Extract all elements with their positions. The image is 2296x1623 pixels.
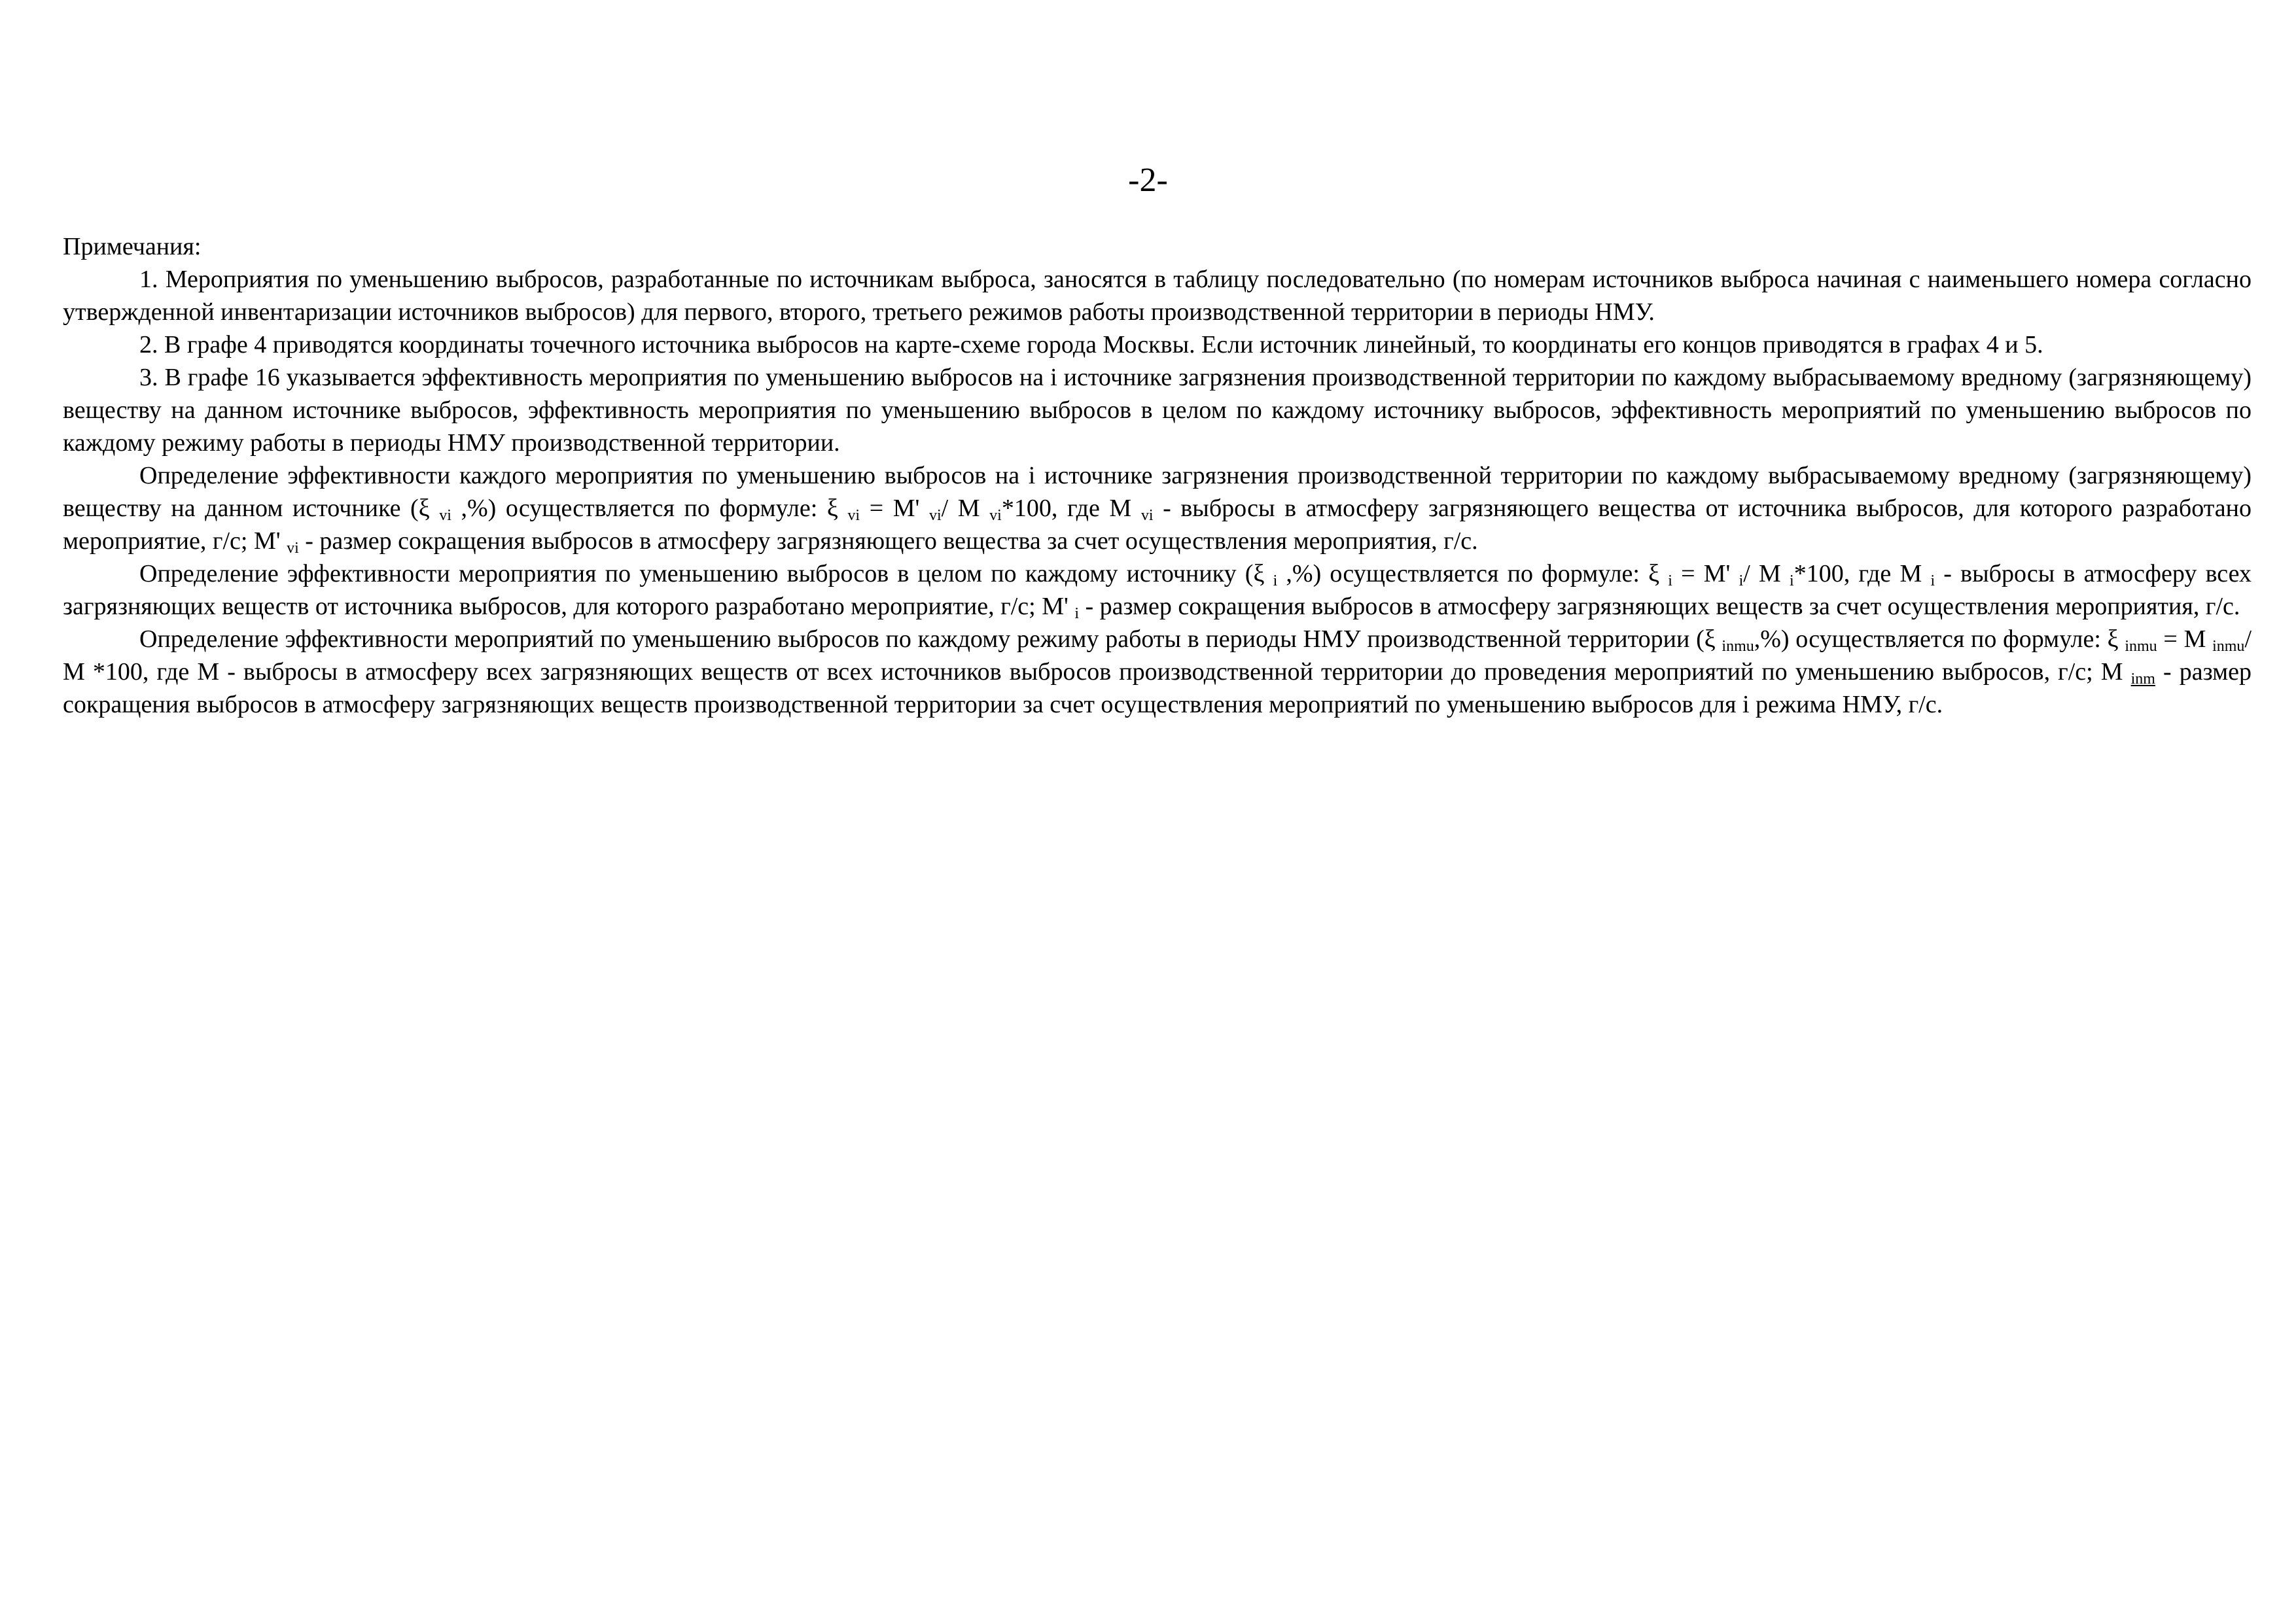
text: - размер сокращения выбросов в атмосферу загрязняющих веществ производственной территории за счет осуществления мероприятий по уменьшению выбросов для i режима НМУ, г/с. <box>63 658 2252 718</box>
formula-paragraph-inmu <box>63 623 2252 721</box>
text: ,%) осуществляется по формуле: ξ <box>451 495 848 522</box>
text: = M <box>2157 625 2213 653</box>
text: / M <box>941 495 990 522</box>
subscript: inm <box>2130 671 2155 688</box>
subscript: vi <box>928 507 942 524</box>
text: Определение эффективности каждого мероприятия по уменьшению выбросов на i источнике загрязнения производственной территории по каждому выбрасываемому вредному (загрязняющему) веществу на данном источнике (ξ <box>63 462 2252 522</box>
text: = M' <box>860 495 929 522</box>
subscript: inmu <box>2125 638 2157 655</box>
text: Определение эффективности мероприятия по уменьшению выбросов в целом по каждому источнику (ξ <box>139 560 1273 587</box>
note-3: 3. В графе 16 указывается эффективность мероприятия по уменьшению выбросов на i источнике загрязнения производственной территории по каждому выбрасываемому вредному (загрязняющему) веществу на данном источнике выбросов, эффективность мероприятия по уменьшению выбросов в целом по каждому источнику выбросов, эффективность мероприятий по уменьшению выбросов по каждому режиму работы в периоды НМУ производственной территории. <box>63 364 2252 457</box>
text: *100, где M <box>1793 560 1931 587</box>
subscript: i <box>1790 572 1794 589</box>
text: ,%) осуществляется по формуле: ξ <box>1754 625 2125 653</box>
subscript: vi <box>287 540 299 557</box>
text: = M' <box>1672 560 1739 587</box>
subscript: vi <box>439 507 451 524</box>
text: Определение эффективности мероприятий по уменьшению выбросов по каждому режиму работы в периоды НМУ производственной территории (ξ <box>139 625 1722 653</box>
text: - размер сокращения выбросов в атмосферу загрязняющего вещества за счет осуществления мероприятия, г/с. <box>298 527 1478 555</box>
text: / M *100, где M - выбросы в атмосферу всех загрязняющих веществ от всех источников выбросов производственной территории до проведения мероприятий по уменьшению выбросов, г/с; M <box>63 625 2252 686</box>
note-2: 2. В графе 4 приводятся координаты точечного источника выбросов на карте-схеме города Москвы. Если источник линейный, то координаты его концов приводятся в графах 4 и 5. <box>139 331 2043 358</box>
subscript: vi <box>1140 507 1154 524</box>
text: / M <box>1743 560 1790 587</box>
subscript: i <box>1930 572 1935 589</box>
text: - выбросы в атмосферу загрязняющего вещества от источника выбросов, для которого разработано мероприятие, г/с; M' <box>63 495 2252 555</box>
subscript: inmu <box>1722 638 1754 655</box>
subscript: vi <box>847 507 860 524</box>
notes-heading: Примечания: <box>63 233 202 260</box>
subscript: i <box>1273 572 1278 589</box>
page-number: -2- <box>1128 162 1168 199</box>
subscript: i <box>1739 572 1744 589</box>
subscript: vi <box>989 507 1002 524</box>
text: ,%) осуществляется по формуле: ξ <box>1277 560 1669 587</box>
notes-section <box>63 230 2252 721</box>
formula-paragraph-vi <box>63 459 2252 557</box>
subscript: inmu <box>2212 638 2245 655</box>
subscript: i <box>1668 572 1672 589</box>
note-1: 1. Мероприятия по уменьшению выбросов, разработанные по источникам выброса, заносятся в таблицу последовательно (по номерам источников выброса начиная с наименьшего номера согласно утвержденной инвентаризации источников выбросов) для первого, второго, третьего режимов работы производственной территории в периоды НМУ. <box>63 266 2252 326</box>
subscript: i <box>1074 605 1080 622</box>
text: *100, где M <box>1001 495 1141 522</box>
text: - размер сокращения выбросов в атмосферу загрязняющих веществ за счет осуществления мероприятия, г/с. <box>1079 593 2240 620</box>
text: - выбросы в атмосферу всех загрязняющих веществ от источника выбросов, для которого разработано мероприятие, г/с; M' <box>63 560 2252 620</box>
formula-paragraph-i <box>63 557 2252 623</box>
